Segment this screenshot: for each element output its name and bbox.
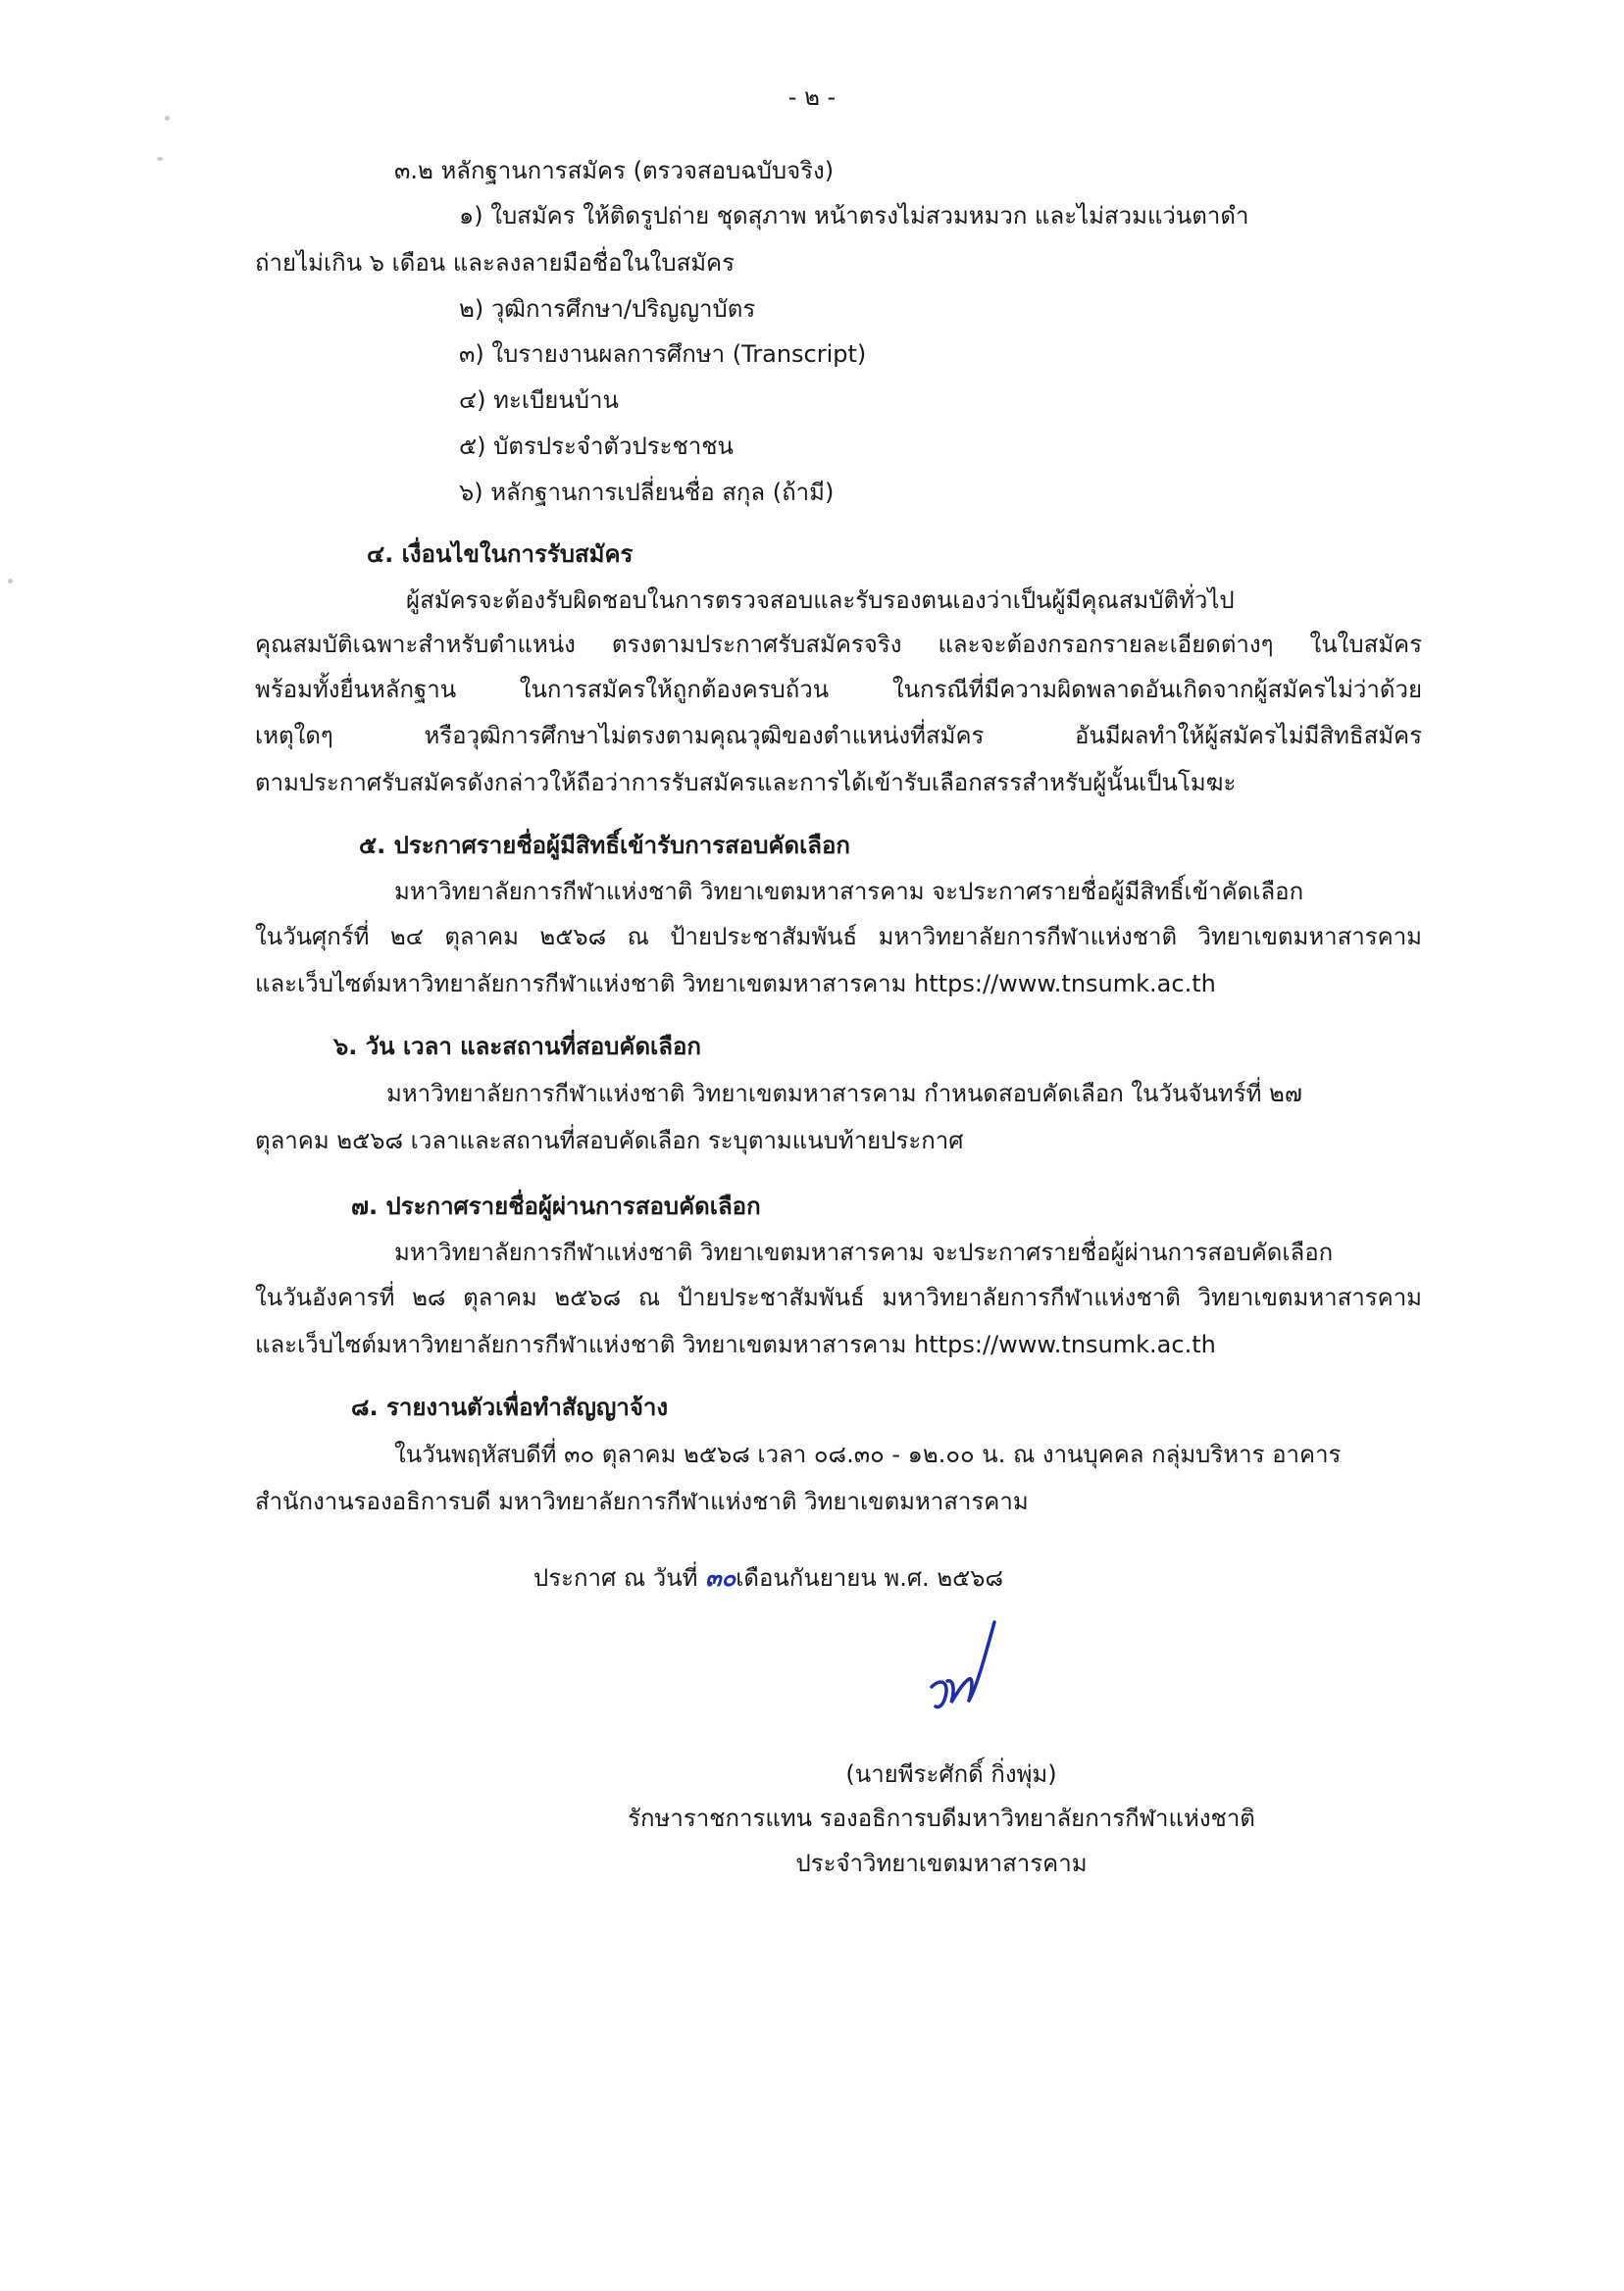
section-4-line5: ตามประกาศรับสมัครดังกล่าวให้ถือว่าการรับสมัครและการได้เข้ารับเลือกสรรสำหรับผู้นั้นเป็นโมฆะ bbox=[255, 769, 1237, 796]
section-7-line2: ในวันอังคารที่ ๒๘ ตุลาคม ๒๕๖๘ ณ ป้ายประชาสัมพันธ์ มหาวิทยาลัยการกีฬาแห่งชาติ วิทยาเขตมหาสารคาม bbox=[255, 1284, 1422, 1311]
page-number: - ๒ - bbox=[787, 83, 837, 111]
section-3-2-item6: ๖) หลักฐานการเปลี่ยนชื่อ สกุล (ถ้ามี) bbox=[459, 479, 835, 506]
section-5-line2: ในวันศุกร์ที่ ๒๔ ตุลาคม ๒๕๖๘ ณ ป้ายประชาสัมพันธ์ มหาวิทยาลัยการกีฬาแห่งชาติ วิทยาเขตมหาสารคาม bbox=[255, 923, 1422, 950]
section-7-line3: และเว็บไซต์มหาวิทยาลัยการกีฬาแห่งชาติ วิทยาเขตมหาสารคาม https://www.tnsumk.ac.th bbox=[255, 1331, 1216, 1358]
section-7-line1: มหาวิทยาลัยการกีฬาแห่งชาติ วิทยาเขตมหาสารคาม จะประกาศรายชื่อผู้ผ่านการสอบคัดเลือก bbox=[394, 1239, 1334, 1266]
scan-speck bbox=[157, 157, 163, 161]
section-8-line2: สำนักงานรองอธิการบดี มหาวิทยาลัยการกีฬาแห่งชาติ วิทยาเขตมหาสารคาม bbox=[255, 1488, 1029, 1515]
section-8-line1: ในวันพฤหัสบดีที่ ๓๐ ตุลาคม ๒๕๖๘ เวลา ๐๘.๓๐ - ๑๒.๐๐ น. ณ งานบุคคล กลุ่มบริหาร อาคาร bbox=[394, 1441, 1342, 1468]
section-3-2-title: ๓.๒ หลักฐานการสมัคร (ตรวจสอบฉบับจริง) bbox=[394, 157, 835, 184]
signatory-name: (นายพีระศักดิ์ กิ่งพุ่ม) bbox=[845, 1760, 1057, 1788]
signatory-position-line1: รักษาราชการแทน รองอธิการบดีมหาวิทยาลัยการกีฬาแห่งชาติ bbox=[628, 1805, 1255, 1832]
scan-speck bbox=[165, 116, 170, 121]
section-5-line3: และเว็บไซต์มหาวิทยาลัยการกีฬาแห่งชาติ วิทยาเขตมหาสารคาม https://www.tnsumk.ac.th bbox=[255, 970, 1216, 997]
section-6-title: ๖. วัน เวลา และสถานที่สอบคัดเลือก bbox=[333, 1033, 701, 1060]
section-6-line2: ตุลาคม ๒๕๖๘ เวลาและสถานที่สอบคัดเลือก ระบุตามแนบท้ายประกาศ bbox=[255, 1127, 964, 1154]
section-3-2-item1-line2: ถ่ายไม่เกิน ๖ เดือน และลงลายมือชื่อในใบสมัคร bbox=[255, 249, 735, 277]
announcement-suffix: เดือนกันยายน พ.ศ. ๒๕๖๘ bbox=[736, 1564, 1004, 1592]
section-4-line1: ผู้สมัครจะต้องรับผิดชอบในการตรวจสอบและรับรองตนเองว่าเป็นผู้มีคุณสมบัติทั่วไป bbox=[406, 586, 1235, 614]
scan-speck bbox=[8, 579, 13, 584]
section-4-title: ๔. เงื่อนไขในการรับสมัคร bbox=[367, 540, 634, 568]
section-4-line3: พร้อมทั้งยื่นหลักฐาน ในการสมัครให้ถูกต้องครบถ้วน ในกรณีที่มีความผิดพลาดอันเกิดจากผู้สมัครไม่ว่าด้วย bbox=[255, 676, 1422, 703]
section-4-line4: เหตุใดๆ หรือวุฒิการศึกษาไม่ตรงตามคุณวุฒิของตำแหน่งที่สมัคร อันมีผลทำให้ผู้สมัครไม่มีสิทธิสมัคร bbox=[255, 722, 1422, 749]
section-4-line2: คุณสมบัติเฉพาะสำหรับตำแหน่ง ตรงตามประกาศรับสมัครจริง และจะต้องกรอกรายละเอียดต่างๆ ในใบสมัคร bbox=[255, 631, 1422, 658]
section-7-title: ๗. ประกาศรายชื่อผู้ผ่านการสอบคัดเลือก bbox=[351, 1193, 761, 1220]
announcement-day: ๓๐ bbox=[705, 1564, 736, 1592]
section-3-2-item4: ๔) ทะเบียนบ้าน bbox=[459, 386, 619, 414]
section-5-line1: มหาวิทยาลัยการกีฬาแห่งชาติ วิทยาเขตมหาสารคาม จะประกาศรายชื่อผู้มีสิทธิ์เข้าคัดเลือก bbox=[394, 878, 1304, 905]
section-3-2-item5: ๕) บัตรประจำตัวประชาชน bbox=[459, 433, 734, 460]
signatory-position-line2: ประจำวิทยาเขตมหาสารคาม bbox=[795, 1850, 1088, 1877]
handwritten-signature bbox=[912, 1618, 1020, 1726]
announcement-date bbox=[533, 1561, 1003, 1595]
section-3-2-item2: ๒) วุฒิการศึกษา/ปริญญาบัตร bbox=[459, 295, 756, 323]
section-6-line1: มหาวิทยาลัยการกีฬาแห่งชาติ วิทยาเขตมหาสารคาม กำหนดสอบคัดเลือก ในวันจันทร์ที่ ๒๗ bbox=[386, 1080, 1302, 1107]
section-5-title: ๕. ประกาศรายชื่อผู้มีสิทธิ์เข้ารับการสอบคัดเลือก bbox=[359, 832, 850, 859]
section-3-2-item3: ๓) ใบรายงานผลการศึกษา (Transcript) bbox=[459, 340, 867, 368]
section-8-title: ๘. รายงานตัวเพื่อทำสัญญาจ้าง bbox=[351, 1394, 669, 1421]
section-3-2-item1-line1: ๑) ใบสมัคร ให้ติดรูปถ่าย ชุดสุภาพ หน้าตรงไม่สวมหมวก และไม่สวมแว่นตาดำ bbox=[459, 202, 1249, 229]
announcement-prefix: ประกาศ ณ วันที่ bbox=[533, 1564, 698, 1592]
